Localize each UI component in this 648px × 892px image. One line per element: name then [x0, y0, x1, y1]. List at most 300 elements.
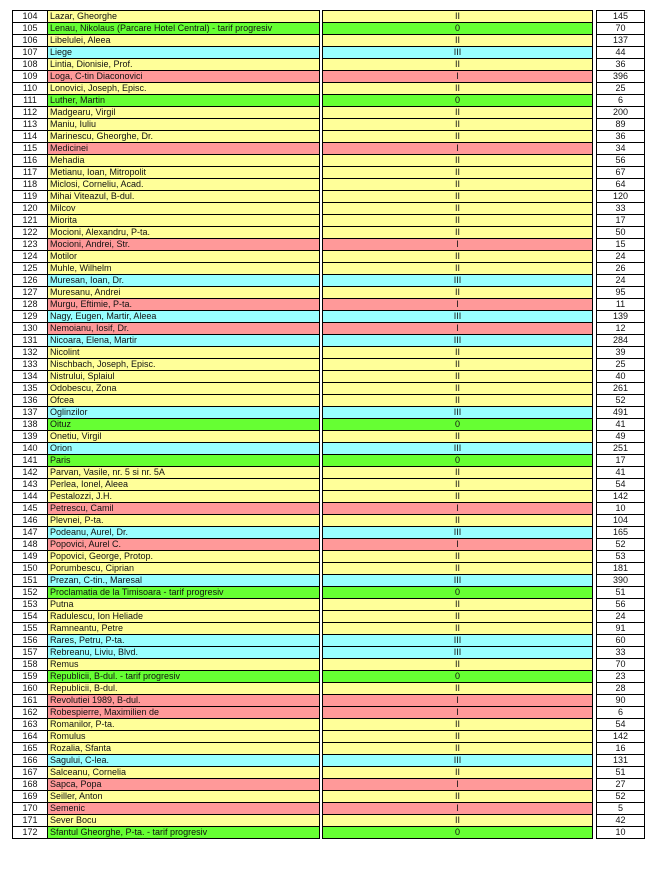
row-number: 126	[13, 275, 48, 287]
value: 24	[597, 251, 645, 263]
street-name: Republicii, B-dul. - tarif progresiv	[48, 671, 320, 683]
street-name: Loga, C-tin Diaconovici	[48, 71, 320, 83]
category: II	[323, 59, 593, 71]
value: 34	[597, 143, 645, 155]
row-number: 112	[13, 107, 48, 119]
street-name: Oglinzilor	[48, 407, 320, 419]
category: I	[323, 539, 593, 551]
row-number: 155	[13, 623, 48, 635]
value: 56	[597, 155, 645, 167]
category: II	[323, 131, 593, 143]
row-number: 158	[13, 659, 48, 671]
table-row	[13, 551, 645, 563]
category: II	[323, 35, 593, 47]
table-row	[13, 239, 645, 251]
street-name: Petrescu, Camil	[48, 503, 320, 515]
value: 42	[597, 815, 645, 827]
street-name: Popovici, Aurel C.	[48, 539, 320, 551]
category: II	[323, 215, 593, 227]
category: II	[323, 203, 593, 215]
row-number: 149	[13, 551, 48, 563]
table-row	[13, 11, 645, 23]
street-name: Robespierre, Maximilien de	[48, 707, 320, 719]
street-name: Medicinei	[48, 143, 320, 155]
category: III	[323, 407, 593, 419]
table-row	[13, 215, 645, 227]
category: I	[323, 803, 593, 815]
category: III	[323, 755, 593, 767]
row-number: 125	[13, 263, 48, 275]
street-name: Lazar, Gheorghe	[48, 11, 320, 23]
value: 33	[597, 647, 645, 659]
street-name: Sever Bocu	[48, 815, 320, 827]
street-name: Ofcea	[48, 395, 320, 407]
row-number: 123	[13, 239, 48, 251]
category: 0	[323, 455, 593, 467]
street-name: Mocioni, Alexandru, P-ta.	[48, 227, 320, 239]
table-row	[13, 599, 645, 611]
table-row	[13, 803, 645, 815]
row-number: 113	[13, 119, 48, 131]
category: III	[323, 635, 593, 647]
value: 284	[597, 335, 645, 347]
category: II	[323, 623, 593, 635]
street-name: Romulus	[48, 731, 320, 743]
value: 10	[597, 827, 645, 839]
category: II	[323, 719, 593, 731]
category: III	[323, 527, 593, 539]
category: I	[323, 695, 593, 707]
table-row	[13, 659, 645, 671]
value: 54	[597, 719, 645, 731]
table-row	[13, 263, 645, 275]
category: III	[323, 311, 593, 323]
row-number: 142	[13, 467, 48, 479]
row-number: 153	[13, 599, 48, 611]
table-row	[13, 563, 645, 575]
table-row	[13, 95, 645, 107]
row-number: 118	[13, 179, 48, 191]
category: II	[323, 251, 593, 263]
table-row	[13, 131, 645, 143]
value: 51	[597, 587, 645, 599]
category: II	[323, 551, 593, 563]
row-number: 143	[13, 479, 48, 491]
value: 11	[597, 299, 645, 311]
table-row	[13, 755, 645, 767]
value: 91	[597, 623, 645, 635]
category: III	[323, 443, 593, 455]
row-number: 150	[13, 563, 48, 575]
street-name: Rebreanu, Liviu, Blvd.	[48, 647, 320, 659]
category: 0	[323, 419, 593, 431]
table-row	[13, 323, 645, 335]
street-name: Ramneantu, Petre	[48, 623, 320, 635]
category: III	[323, 47, 593, 59]
table-row	[13, 299, 645, 311]
row-number: 104	[13, 11, 48, 23]
street-name: Rozalia, Sfanta	[48, 743, 320, 755]
value: 70	[597, 659, 645, 671]
street-name: Onetiu, Virgil	[48, 431, 320, 443]
row-number: 141	[13, 455, 48, 467]
row-number: 154	[13, 611, 48, 623]
table-row	[13, 623, 645, 635]
street-name: Mihai Viteazul, B-dul.	[48, 191, 320, 203]
category: III	[323, 575, 593, 587]
row-number: 108	[13, 59, 48, 71]
table-row	[13, 587, 645, 599]
street-name: Lonovici, Joseph, Episc.	[48, 83, 320, 95]
table-row	[13, 515, 645, 527]
category: I	[323, 323, 593, 335]
street-name: Metianu, Ioan, Mitropolit	[48, 167, 320, 179]
table-row	[13, 467, 645, 479]
value: 200	[597, 107, 645, 119]
street-name: Milcov	[48, 203, 320, 215]
value: 251	[597, 443, 645, 455]
street-name: Parvan, Vasile, nr. 5 si nr. 5A	[48, 467, 320, 479]
value: 64	[597, 179, 645, 191]
table-row	[13, 539, 645, 551]
row-number: 169	[13, 791, 48, 803]
category: II	[323, 431, 593, 443]
row-number: 152	[13, 587, 48, 599]
value: 24	[597, 611, 645, 623]
table-row	[13, 275, 645, 287]
table-row	[13, 671, 645, 683]
table-body	[13, 11, 645, 839]
value: 25	[597, 83, 645, 95]
category: II	[323, 11, 593, 23]
row-number: 127	[13, 287, 48, 299]
street-name: Nemoianu, Iosif, Dr.	[48, 323, 320, 335]
street-name: Seiller, Anton	[48, 791, 320, 803]
street-name: Libelulei, Aleea	[48, 35, 320, 47]
value: 44	[597, 47, 645, 59]
street-name: Muresanu, Andrei	[48, 287, 320, 299]
street-name: Lenau, Nikolaus (Parcare Hotel Central) - tarif progresiv	[48, 23, 320, 35]
street-name: Plevnei, P-ta.	[48, 515, 320, 527]
row-number: 140	[13, 443, 48, 455]
row-number: 148	[13, 539, 48, 551]
category: II	[323, 155, 593, 167]
category: II	[323, 371, 593, 383]
value: 120	[597, 191, 645, 203]
row-number: 134	[13, 371, 48, 383]
category: III	[323, 335, 593, 347]
street-name: Semenic	[48, 803, 320, 815]
row-number: 106	[13, 35, 48, 47]
category: 0	[323, 23, 593, 35]
row-number: 145	[13, 503, 48, 515]
value: 53	[597, 551, 645, 563]
category: 0	[323, 671, 593, 683]
table-row	[13, 647, 645, 659]
table-row	[13, 611, 645, 623]
value: 137	[597, 35, 645, 47]
value: 90	[597, 695, 645, 707]
category: II	[323, 767, 593, 779]
table-row	[13, 815, 645, 827]
street-name: Sapca, Popa	[48, 779, 320, 791]
row-number: 105	[13, 23, 48, 35]
row-number: 133	[13, 359, 48, 371]
table-row	[13, 83, 645, 95]
row-number: 129	[13, 311, 48, 323]
row-number: 161	[13, 695, 48, 707]
row-number: 167	[13, 767, 48, 779]
row-number: 144	[13, 491, 48, 503]
category: II	[323, 563, 593, 575]
row-number: 131	[13, 335, 48, 347]
value: 70	[597, 23, 645, 35]
street-name: Luther, Martin	[48, 95, 320, 107]
category: I	[323, 143, 593, 155]
row-number: 130	[13, 323, 48, 335]
value: 41	[597, 467, 645, 479]
street-name: Nagy, Eugen, Martir, Aleea	[48, 311, 320, 323]
value: 5	[597, 803, 645, 815]
row-number: 157	[13, 647, 48, 659]
table-row	[13, 155, 645, 167]
category: I	[323, 503, 593, 515]
table-row	[13, 251, 645, 263]
row-number: 137	[13, 407, 48, 419]
table-row	[13, 371, 645, 383]
table-row	[13, 827, 645, 839]
street-name: Motilor	[48, 251, 320, 263]
value: 52	[597, 539, 645, 551]
value: 25	[597, 359, 645, 371]
row-number: 136	[13, 395, 48, 407]
table-row	[13, 59, 645, 71]
row-number: 171	[13, 815, 48, 827]
table-row	[13, 179, 645, 191]
table-row	[13, 359, 645, 371]
category: II	[323, 227, 593, 239]
value: 52	[597, 791, 645, 803]
street-name: Nicoara, Elena, Martir	[48, 335, 320, 347]
row-number: 110	[13, 83, 48, 95]
row-number: 163	[13, 719, 48, 731]
category: II	[323, 815, 593, 827]
category: II	[323, 683, 593, 695]
category: II	[323, 83, 593, 95]
row-number: 117	[13, 167, 48, 179]
category: I	[323, 779, 593, 791]
value: 16	[597, 743, 645, 755]
value: 36	[597, 59, 645, 71]
value: 23	[597, 671, 645, 683]
street-name: Porumbescu, Ciprian	[48, 563, 320, 575]
street-name: Liege	[48, 47, 320, 59]
street-name: Orion	[48, 443, 320, 455]
value: 95	[597, 287, 645, 299]
value: 104	[597, 515, 645, 527]
row-number: 114	[13, 131, 48, 143]
category: II	[323, 611, 593, 623]
table-row	[13, 227, 645, 239]
row-number: 168	[13, 779, 48, 791]
value: 10	[597, 503, 645, 515]
row-number: 156	[13, 635, 48, 647]
row-number: 159	[13, 671, 48, 683]
category: II	[323, 467, 593, 479]
row-number: 109	[13, 71, 48, 83]
value: 6	[597, 95, 645, 107]
row-number: 115	[13, 143, 48, 155]
row-number: 138	[13, 419, 48, 431]
table-row	[13, 203, 645, 215]
street-name: Republicii, B-dul.	[48, 683, 320, 695]
table-row	[13, 503, 645, 515]
category: II	[323, 191, 593, 203]
value: 26	[597, 263, 645, 275]
street-name: Mehadia	[48, 155, 320, 167]
table-row	[13, 695, 645, 707]
table-row	[13, 791, 645, 803]
street-name: Revolutiei 1989, B-dul.	[48, 695, 320, 707]
value: 56	[597, 599, 645, 611]
table-row	[13, 527, 645, 539]
table-row	[13, 743, 645, 755]
table-row	[13, 455, 645, 467]
street-name: Popovici, George, Protop.	[48, 551, 320, 563]
street-name: Nistrului, Splaiul	[48, 371, 320, 383]
row-number: 111	[13, 95, 48, 107]
table-row	[13, 767, 645, 779]
street-name: Oituz	[48, 419, 320, 431]
table-row	[13, 635, 645, 647]
table-row	[13, 779, 645, 791]
category: III	[323, 275, 593, 287]
street-name: Sfantul Gheorghe, P-ta. - tarif progresiv	[48, 827, 320, 839]
value: 17	[597, 455, 645, 467]
table-row	[13, 35, 645, 47]
row-number: 170	[13, 803, 48, 815]
value: 28	[597, 683, 645, 695]
value: 33	[597, 203, 645, 215]
row-number: 166	[13, 755, 48, 767]
value: 49	[597, 431, 645, 443]
table-row	[13, 683, 645, 695]
value: 52	[597, 395, 645, 407]
street-name: Madgearu, Virgil	[48, 107, 320, 119]
category: III	[323, 647, 593, 659]
value: 15	[597, 239, 645, 251]
table-row	[13, 47, 645, 59]
table-row	[13, 719, 645, 731]
street-name: Podeanu, Aurel, Dr.	[48, 527, 320, 539]
street-name: Romanilor, P-ta.	[48, 719, 320, 731]
table-row	[13, 347, 645, 359]
row-number: 107	[13, 47, 48, 59]
category: II	[323, 395, 593, 407]
row-number: 162	[13, 707, 48, 719]
row-number: 164	[13, 731, 48, 743]
row-number: 116	[13, 155, 48, 167]
street-name: Pestalozzi, J.H.	[48, 491, 320, 503]
category: 0	[323, 95, 593, 107]
street-name: Lintia, Dionisie, Prof.	[48, 59, 320, 71]
table-row	[13, 395, 645, 407]
value: 89	[597, 119, 645, 131]
value: 17	[597, 215, 645, 227]
value: 131	[597, 755, 645, 767]
row-number: 165	[13, 743, 48, 755]
category: II	[323, 179, 593, 191]
value: 51	[597, 767, 645, 779]
row-number: 132	[13, 347, 48, 359]
street-name: Sagului, C-lea.	[48, 755, 320, 767]
street-tariff-table	[12, 10, 645, 839]
value: 40	[597, 371, 645, 383]
value: 390	[597, 575, 645, 587]
category: 0	[323, 827, 593, 839]
value: 67	[597, 167, 645, 179]
value: 54	[597, 479, 645, 491]
value: 27	[597, 779, 645, 791]
table-row	[13, 311, 645, 323]
street-name: Nischbach, Joseph, Episc.	[48, 359, 320, 371]
category: II	[323, 383, 593, 395]
category: II	[323, 347, 593, 359]
category: I	[323, 707, 593, 719]
table-row	[13, 119, 645, 131]
row-number: 128	[13, 299, 48, 311]
street-name: Marinescu, Gheorghe, Dr.	[48, 131, 320, 143]
value: 261	[597, 383, 645, 395]
table-row	[13, 731, 645, 743]
table-row	[13, 575, 645, 587]
street-name: Salceanu, Cornelia	[48, 767, 320, 779]
value: 142	[597, 491, 645, 503]
value: 491	[597, 407, 645, 419]
street-name: Perlea, Ionel, Aleea	[48, 479, 320, 491]
table-row	[13, 167, 645, 179]
street-name: Remus	[48, 659, 320, 671]
row-number: 122	[13, 227, 48, 239]
category: I	[323, 71, 593, 83]
street-name: Prezan, C-tin., Maresal	[48, 575, 320, 587]
value: 181	[597, 563, 645, 575]
street-name: Rares, Petru, P-ta.	[48, 635, 320, 647]
street-name: Mocioni, Andrei, Str.	[48, 239, 320, 251]
category: II	[323, 743, 593, 755]
category: II	[323, 731, 593, 743]
table-row	[13, 143, 645, 155]
street-name: Murgu, Eftimie, P-ta.	[48, 299, 320, 311]
street-name: Miorita	[48, 215, 320, 227]
street-name: Muhle, Wilhelm	[48, 263, 320, 275]
category: II	[323, 791, 593, 803]
row-number: 172	[13, 827, 48, 839]
table-row	[13, 479, 645, 491]
row-number: 147	[13, 527, 48, 539]
category: II	[323, 287, 593, 299]
row-number: 135	[13, 383, 48, 395]
category: II	[323, 479, 593, 491]
table-row	[13, 191, 645, 203]
value: 165	[597, 527, 645, 539]
category: I	[323, 299, 593, 311]
value: 50	[597, 227, 645, 239]
street-name: Miclosi, Corneliu, Acad.	[48, 179, 320, 191]
value: 24	[597, 275, 645, 287]
category: II	[323, 599, 593, 611]
category: II	[323, 107, 593, 119]
